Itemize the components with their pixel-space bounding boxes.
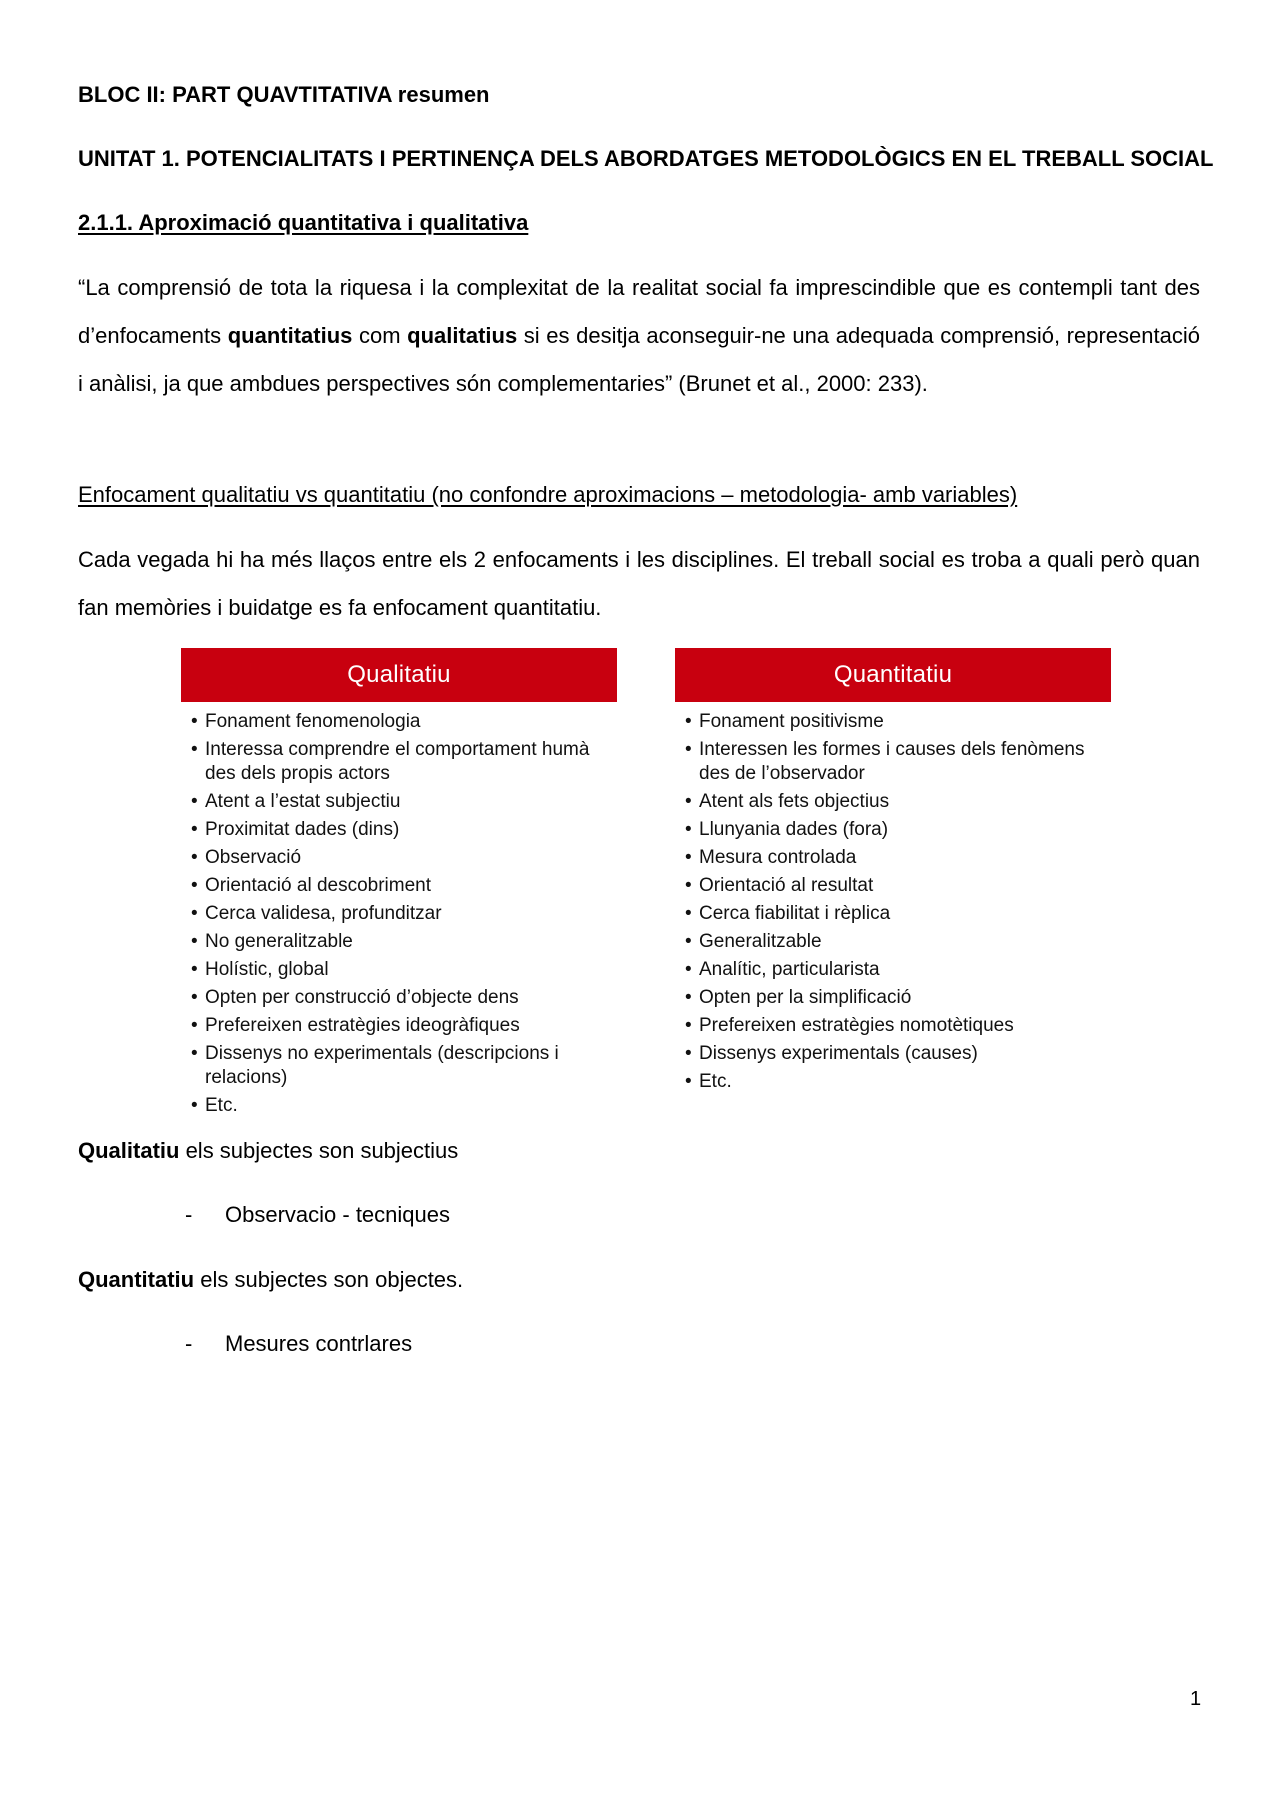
list-item: • Interessen les formes i causes dels fenòmens des de l’observador [685, 738, 1111, 786]
list-item: • Etc. [685, 1070, 1111, 1094]
quote-part-2: com [352, 323, 408, 348]
list-item: • Atent als fets objectius [685, 790, 1111, 814]
list-item: • Fonament positivisme [685, 710, 1111, 734]
quote-bold-quantitatius: quantitatius [227, 323, 353, 348]
qualitatiu-dash-item [185, 1200, 450, 1230]
list-item: • Opten per construcció d’objecte dens [191, 986, 617, 1010]
quantitatiu-dash-item [185, 1329, 412, 1359]
list-item: • Cerca fiabilitat i rèplica [685, 902, 1111, 926]
quantitatiu-header: Quantitatiu [675, 648, 1111, 702]
quote-part-3: si es desitja aconseguir-ne una adequada comprensió, representació i anàlisi, ja que ambdues perspectives són complementaries” (Brunet et al., 2000: 233). [78, 323, 1200, 396]
qualitatiu-column [181, 648, 617, 1122]
list-item: • Interessa comprendre el comportament humà des dels propis actors [191, 738, 617, 786]
list-item: • Orientació al resultat [685, 874, 1111, 898]
dash-marker: - [185, 1331, 193, 1356]
list-item: • Orientació al descobriment [191, 874, 617, 898]
page-number: 1 [1190, 1688, 1202, 1710]
list-item: • Prefereixen estratègies ideogràfiques [191, 1014, 617, 1038]
list-item: • Cerca validesa, profunditzar [191, 902, 617, 926]
list-item: • Opten per la simplificació [685, 986, 1111, 1010]
list-item: • Observació [191, 846, 617, 870]
list-item: • No generalitzable [191, 930, 617, 954]
list-item: • Proximitat dades (dins) [191, 818, 617, 842]
list-item: • Analític, particularista [685, 958, 1111, 982]
subheading: Enfocament qualitatiu vs quantitatiu (no confondre aproximacions – metodologia- amb variables) [78, 482, 1018, 507]
dash-marker: - [185, 1202, 193, 1227]
list-item: • Mesura controlada [685, 846, 1111, 870]
qualitatiu-list [181, 710, 617, 1118]
quote-part-1: “La comprensió de tota la riquesa i la complexitat de la realitat social fa imprescindible que es contempli tant des d’enfocaments [78, 275, 1200, 348]
list-item: • Dissenys no experimentals (descripcions i relacions) [191, 1042, 617, 1090]
quote-paragraph [78, 264, 1200, 408]
qualitatiu-note-label: Qualitatiu [78, 1138, 180, 1163]
quantitatiu-note-text: els subjectes son objectes. [194, 1267, 464, 1292]
bloc-title: BLOC II: PART QUAVTITATIVA resumen [78, 82, 490, 107]
list-item: • Prefereixen estratègies nomotètiques [685, 1014, 1111, 1038]
quantitatiu-note-label: Quantitatiu [78, 1267, 195, 1292]
paragraph-2: Cada vegada hi ha més llaços entre els 2 enfocaments i les disciplines. El treball social es troba a quali però quan fan memòries i buidatge es fa enfocament quantitatiu. [78, 547, 1200, 620]
qualitatiu-note [78, 1136, 458, 1166]
quantitatiu-list [675, 710, 1111, 1094]
list-item: • Llunyania dades (fora) [685, 818, 1111, 842]
unit-title: UNITAT 1. POTENCIALITATS I PERTINENÇA DELS ABORDATGES METODOLÒGICS EN EL TREBALL SOCIAL [78, 146, 1214, 171]
list-item: • Fonament fenomenologia [191, 710, 617, 734]
qualitatiu-header: Qualitatiu [181, 648, 617, 702]
quantitatiu-note [78, 1265, 463, 1295]
list-item: • Holístic, global [191, 958, 617, 982]
section-title: 2.1.1. Aproximació quantitativa i qualitativa [78, 210, 529, 235]
list-item: • Etc. [191, 1094, 617, 1118]
quantitatiu-column [675, 648, 1111, 1098]
quantitatiu-dash-text: Mesures contrlares [225, 1331, 413, 1356]
list-item: • Generalitzable [685, 930, 1111, 954]
list-item: • Atent a l’estat subjectiu [191, 790, 617, 814]
qualitatiu-dash-text: Observacio - tecniques [225, 1202, 450, 1227]
quote-bold-qualitatius: qualitatius [407, 323, 518, 348]
list-item: • Dissenys experimentals (causes) [685, 1042, 1111, 1066]
qualitatiu-note-text: els subjectes son subjectius [179, 1138, 459, 1163]
